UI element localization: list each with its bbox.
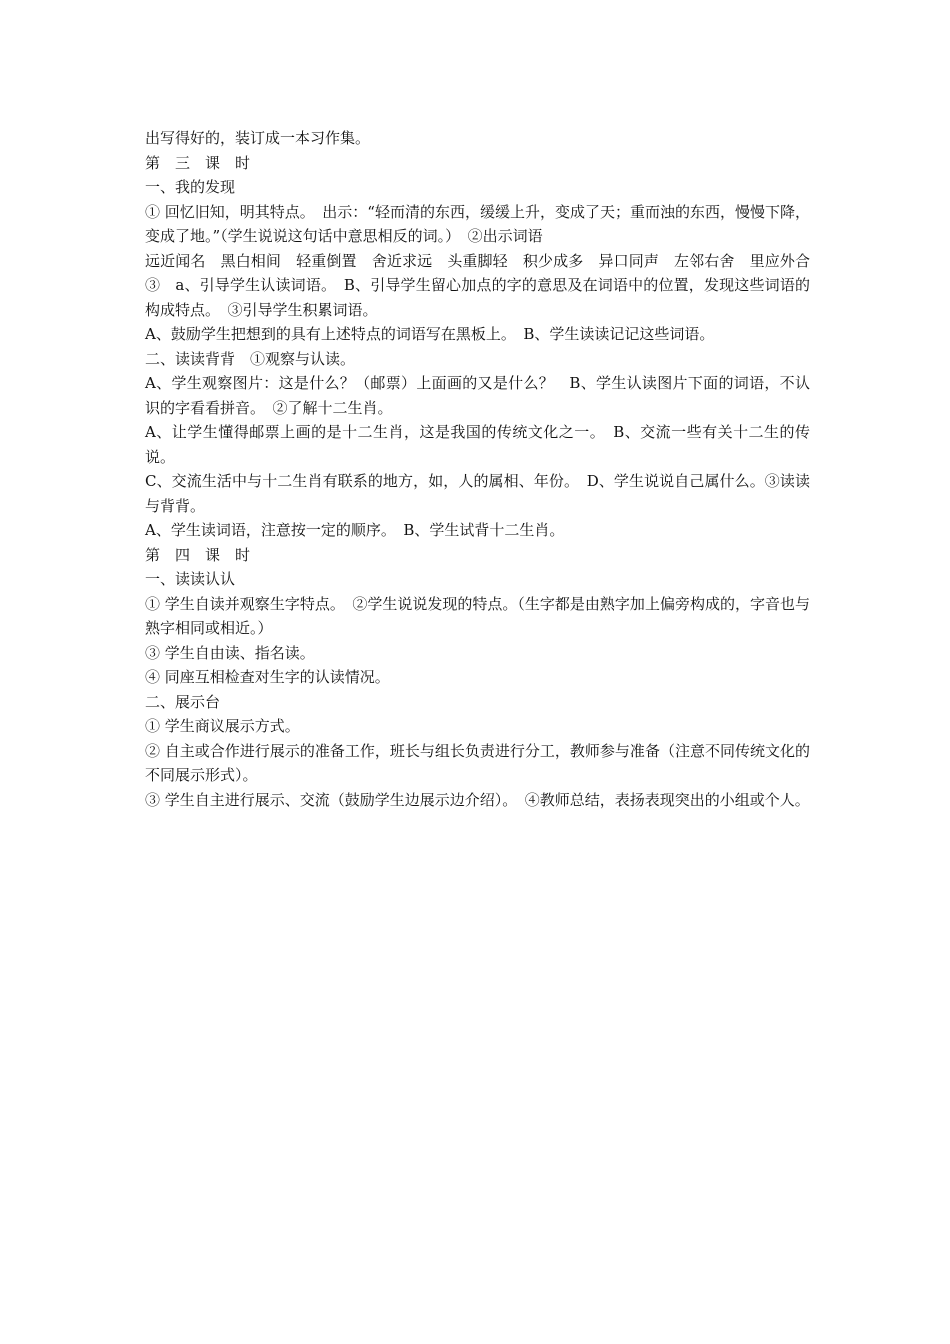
paragraph: ④ 同座互相检查对生字的认读情况。: [145, 668, 390, 686]
paragraph: ② 自主或合作进行展示的准备工作，班长与组长负责进行分工，教师参与准备（注意不同传统文化的不同展示形式）。: [145, 741, 810, 784]
section-heading: 一、我的发现: [145, 178, 236, 196]
section-heading: 二、展示台: [145, 692, 221, 711]
paragraph: ① 学生自读并观察生字特点。 ②学生说说发现的特点。（生字都是由熟字加上偏旁构成的，字音也与熟字相同或相近。）: [145, 594, 810, 637]
paragraph: A、鼓励学生把想到的具有上述特点的词语写在黑板上。 B、学生读读记记这些词语。: [145, 325, 715, 343]
paragraph: ① 回忆旧知，明其特点。 出示：“轻而清的东西，缓缓上升，变成了天；重而浊的东西，慢慢下降，变成了地。”（学生说说这句话中意思相反的词。） ②出示词语: [145, 202, 810, 245]
section-heading: 一、读读认认: [145, 570, 236, 588]
paragraph: 远近闻名 黑白相间 轻重倒置 舍近求远 头重脚轻 积少成多 异口同声 左邻右舍 里应外合③ a、引导学生认读词语。 B、引导学生留心加点的字的意思及在词语中的位置，发现这些词语的构成特点。 ③引导学生积累词语。: [145, 251, 810, 319]
lesson-heading: 第 四 课 时: [145, 545, 251, 564]
paragraph: ③ 学生自主进行展示、交流（鼓励学生边展示边介绍）。 ④教师总结，表扬表现突出的小组或个人。: [145, 790, 810, 809]
document-body: [145, 126, 810, 812]
paragraph: A、让学生懂得邮票上画的是十二生肖，这是我国的传统文化之一。 B、交流一些有关十二生的传说。: [145, 423, 810, 466]
paragraph: C、交流生活中与十二生肖有联系的地方，如，人的属相、年份。 D、学生说说自己属什么。③读读与背背。: [145, 472, 810, 515]
section-heading: 二、读读背背 ①观察与认读。: [145, 349, 356, 368]
paragraph: ③ 学生自由读、指名读。: [145, 643, 315, 662]
paragraph: A、学生读词语，注意按一定的顺序。 B、学生试背十二生肖。: [145, 521, 565, 539]
text-line: 出写得好的，装订成一本习作集。: [145, 129, 371, 147]
paragraph: ① 学生商议展示方式。: [145, 717, 300, 735]
lesson-heading: 第 三 课 时: [145, 153, 251, 172]
paragraph: A、学生观察图片：这是什么？（邮票）上面画的又是什么？ B、学生认读图片下面的词语，不认识的字看看拼音。 ②了解十二生肖。: [145, 374, 810, 417]
